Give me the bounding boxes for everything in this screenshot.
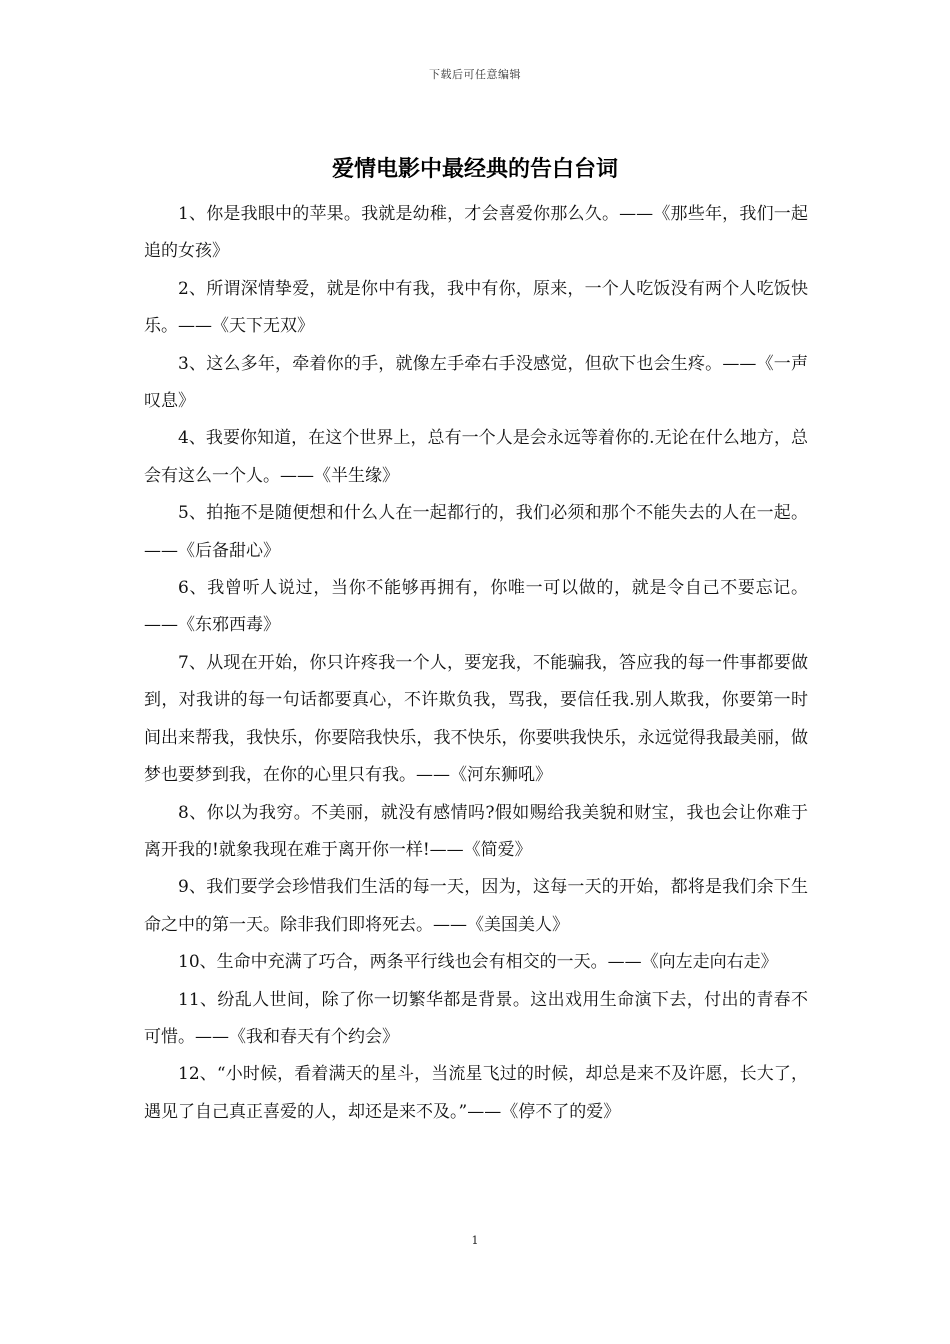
document-title: 爱情电影中最经典的告白台词: [331, 156, 618, 182]
header-note: 下载后可任意编辑: [429, 68, 521, 81]
quote-paragraph-4: 4、我要你知道，在这个世界上，总有一个人是会永远等着你的.无论在什么地方，总会有这么一个人。——《半生缘》: [144, 428, 808, 486]
quote-paragraph-8: 8、你以为我穷。不美丽，就没有感情吗?假如赐给我美貌和财宝，我也会让你难于离开我的!就象我现在难于离开你一样!——《简爱》: [144, 802, 808, 860]
quote-paragraph-11: 11、纷乱人世间，除了你一切繁华都是背景。这出戏用生命演下去，付出的青春不可惜。——《我和春天有个约会》: [144, 989, 808, 1047]
quote-paragraph-5: 5、拍拖不是随便想和什么人在一起都行的，我们必须和那个不能失去的人在一起。——《后备甜心》: [144, 503, 808, 561]
quote-paragraph-6: 6、我曾听人说过，当你不能够再拥有，你唯一可以做的，就是令自己不要忘记。——《东邪西毒》: [144, 578, 808, 636]
quote-paragraph-10: 10、生命中充满了巧合，两条平行线也会有相交的一天。——《向左走向右走》: [178, 952, 778, 973]
quote-paragraph-3: 3、这么多年，牵着你的手，就像左手牵右手没感觉，但砍下也会生疼。——《一声叹息》: [144, 353, 808, 412]
quote-list: [144, 196, 808, 1131]
quote-paragraph-2: 2、所谓深情挚爱，就是你中有我，我中有你，原来，一个人吃饭没有两个人吃饭快乐。——《天下无双》: [144, 278, 808, 337]
quote-paragraph-9: 9、我们要学会珍惜我们生活的每一天，因为，这每一天的开始，都将是我们余下生命之中的第一天。除非我们即将死去。——《美国美人》: [144, 877, 808, 935]
quote-paragraph-12: 12、“小时候，看着满天的星斗，当流星飞过的时候，却总是来不及许愿，长大了，遇见了自己真正喜爱的人，却还是来不及。”——《停不了的爱》: [144, 1064, 808, 1122]
page-number: 1: [471, 1234, 479, 1247]
quote-paragraph-7: 7、从现在开始，你只许疼我一个人，要宠我，不能骗我，答应我的每一件事都要做到，对我讲的每一句话都要真心，不许欺负我，骂我，要信任我.别人欺我，你要第一时间出来帮我，我快乐，你要陪我快乐，我不快乐，你要哄我快乐，永远觉得我最美丽，做梦也要梦到我，在你的心里只有我。——《河东狮吼》: [144, 652, 808, 786]
quote-paragraph-1: 1、你是我眼中的苹果。我就是幼稚，才会喜爱你那么久。——《那些年，我们一起追的女孩》: [144, 204, 808, 262]
